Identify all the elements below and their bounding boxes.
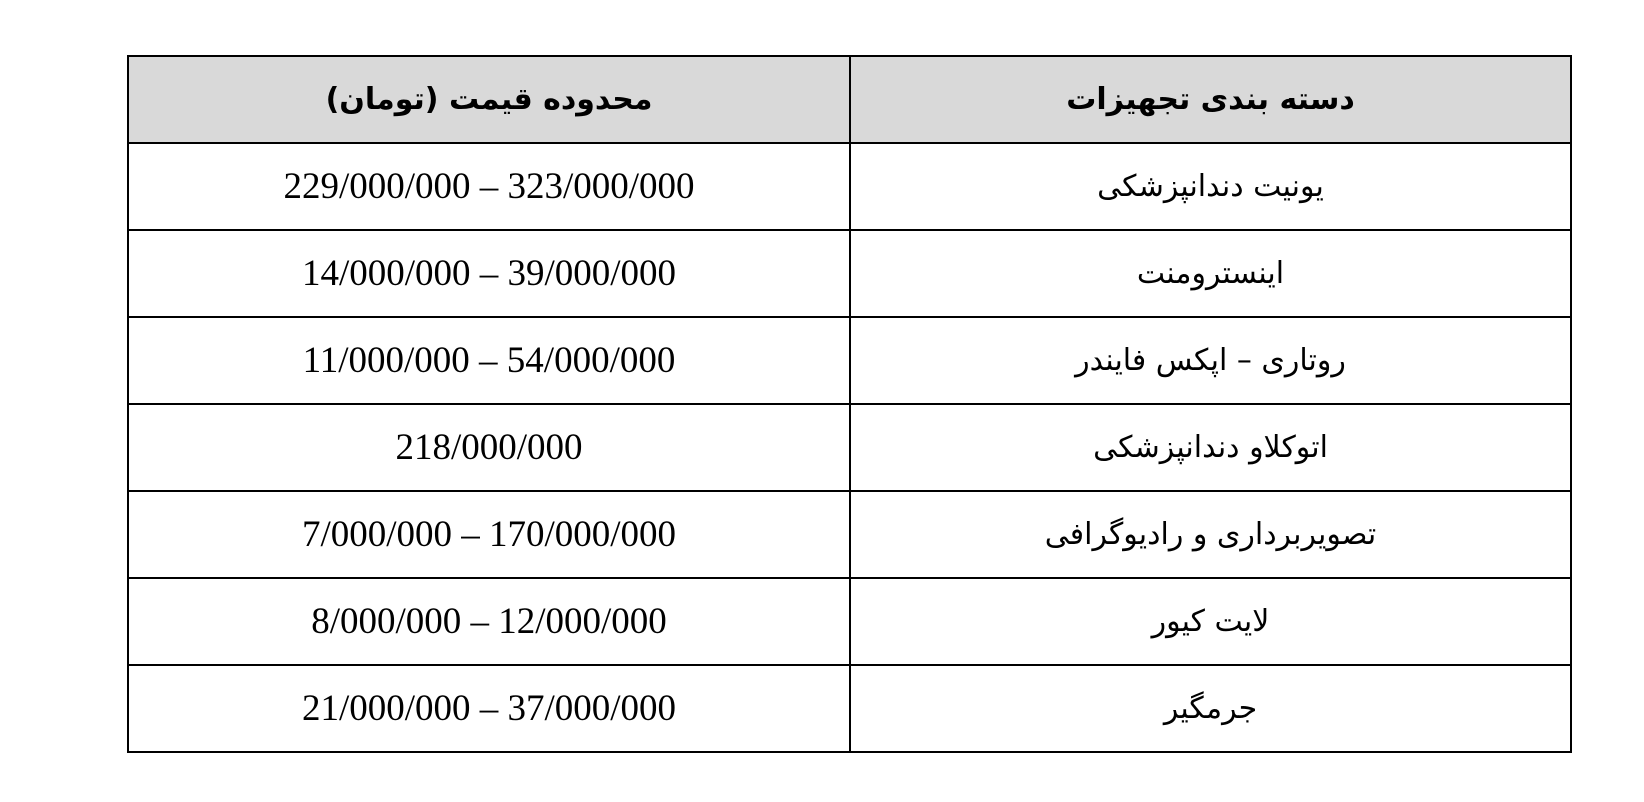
table-row [128,491,1571,578]
category-cell: تصویربرداری و رادیوگرافی [850,491,1571,578]
table-row [128,143,1571,230]
table-row [128,230,1571,317]
table-row [128,404,1571,491]
header-category: دسته بندی تجهیزات [850,56,1571,143]
category-cell: اینسترومنت [850,230,1571,317]
category-cell: جرمگیر [850,665,1571,752]
price-cell: 14/000/000 – 39/000/000 [128,230,850,317]
table-row [128,665,1571,752]
category-cell: اتوکلاو دندانپزشکی [850,404,1571,491]
price-cell: 8/000/000 – 12/000/000 [128,578,850,665]
header-row [128,56,1571,143]
price-cell: 218/000/000 [128,404,850,491]
price-cell: 21/000/000 – 37/000/000 [128,665,850,752]
table-row [128,578,1571,665]
price-cell: 229/000/000 – 323/000/000 [128,143,850,230]
category-cell: روتاری – اپکس فایندر [850,317,1571,404]
category-cell: یونیت دندانپزشکی [850,143,1571,230]
price-table [127,55,1572,753]
table-row [128,317,1571,404]
price-cell: 7/000/000 – 170/000/000 [128,491,850,578]
category-cell: لایت کیور [850,578,1571,665]
price-cell: 11/000/000 – 54/000/000 [128,317,850,404]
header-price-range: محدوده قیمت (تومان) [128,56,850,143]
